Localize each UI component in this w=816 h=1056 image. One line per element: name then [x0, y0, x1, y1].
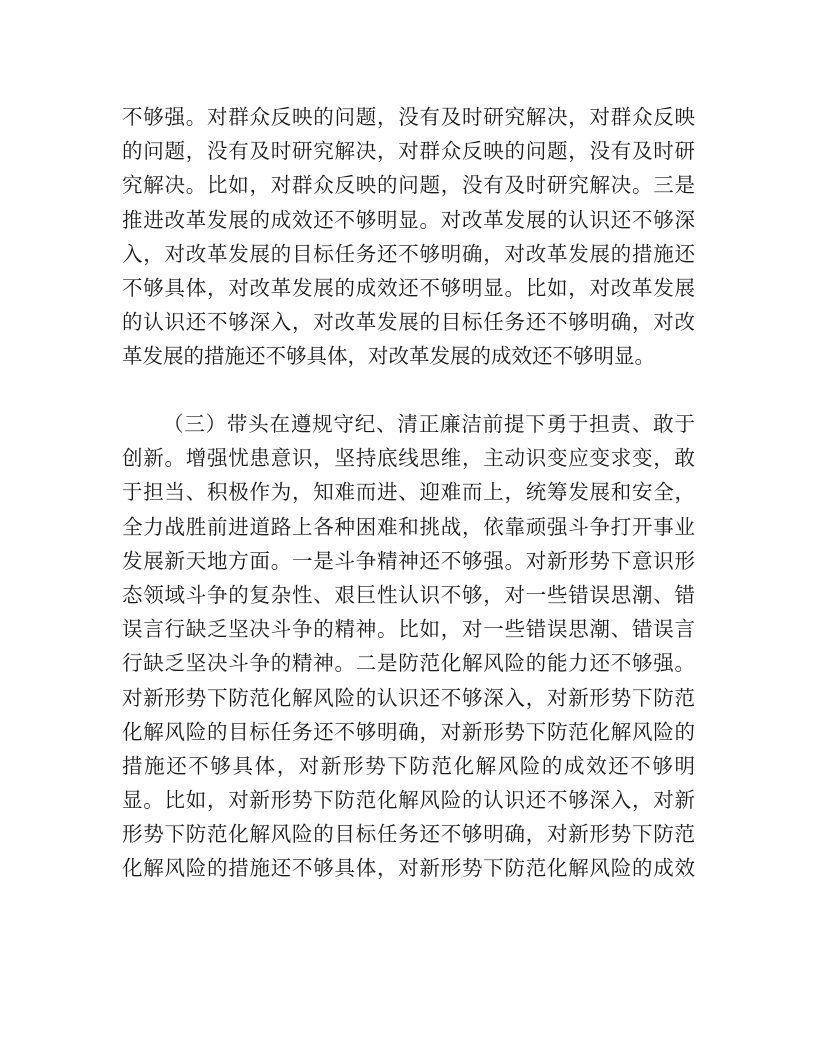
paragraph-line: 不够具体，对改革发展的成效还不够明显。比如，对改革发展: [122, 275, 695, 300]
paragraph-line: 发展新天地方面。一是斗争精神还不够强。对新形势下意识形: [122, 548, 695, 573]
paragraph-line: 推进改革发展的成效还不够明显。对改革发展的认识还不够深: [122, 207, 695, 232]
paragraph-line: 态领域斗争的复杂性、艰巨性认识不够，对一些错误思潮、错: [122, 582, 695, 607]
paragraph-line: 的问题，没有及时研究解决，对群众反映的问题，没有及时研: [122, 139, 695, 164]
paragraph-line: 的认识还不够深入，对改革发展的目标任务还不够明确，对改: [122, 310, 695, 335]
paragraph-line: 误言行缺乏坚决斗争的精神。比如，对一些错误思潮、错误言: [122, 617, 695, 642]
paragraph-line: 于担当、积极作为，知难而进、迎难而上，统筹发展和安全，: [122, 480, 695, 505]
paragraph-line: 入，对改革发展的目标任务还不够明确，对改革发展的措施还: [122, 241, 695, 266]
paragraph-line: 化解风险的措施还不够具体，对新形势下防范化解风险的成效: [122, 856, 695, 881]
paragraph-2: [122, 407, 695, 886]
paragraph-line: （三）带头在遵规守纪、清正廉洁前提下勇于担责、敢于: [163, 412, 695, 436]
paragraph-line: 化解风险的目标任务还不够明确，对新形势下防范化解风险的: [122, 719, 695, 744]
paragraph-line: 措施还不够具体，对新形势下防范化解风险的成效还不够明: [122, 753, 695, 778]
paragraph-line: 究解决。比如，对群众反映的问题，没有及时研究解决。三是: [122, 173, 695, 198]
paragraph-1: [122, 100, 695, 374]
paragraph-line: 行缺乏坚决斗争的精神。二是防范化解风险的能力还不够强。: [122, 651, 695, 676]
paragraph-line: 对新形势下防范化解风险的认识还不够深入，对新形势下防范: [122, 685, 695, 710]
paragraph-line: 创新。增强忧患意识，坚持底线思维，主动识变应变求变，敢: [122, 446, 695, 471]
paragraph-line: 形势下防范化解风险的目标任务还不够明确，对新形势下防范: [122, 822, 695, 847]
paragraph-line: 不够强。对群众反映的问题，没有及时研究解决，对群众反映: [122, 105, 695, 129]
paragraph-line: 革发展的措施还不够具体，对改革发展的成效还不够明显。: [122, 344, 655, 369]
paragraph-line: 显。比如，对新形势下防范化解风险的认识还不够深入，对新: [122, 788, 695, 813]
paragraph-line: 全力战胜前进道路上各种困难和挑战，依靠顽强斗争打开事业: [122, 514, 695, 539]
